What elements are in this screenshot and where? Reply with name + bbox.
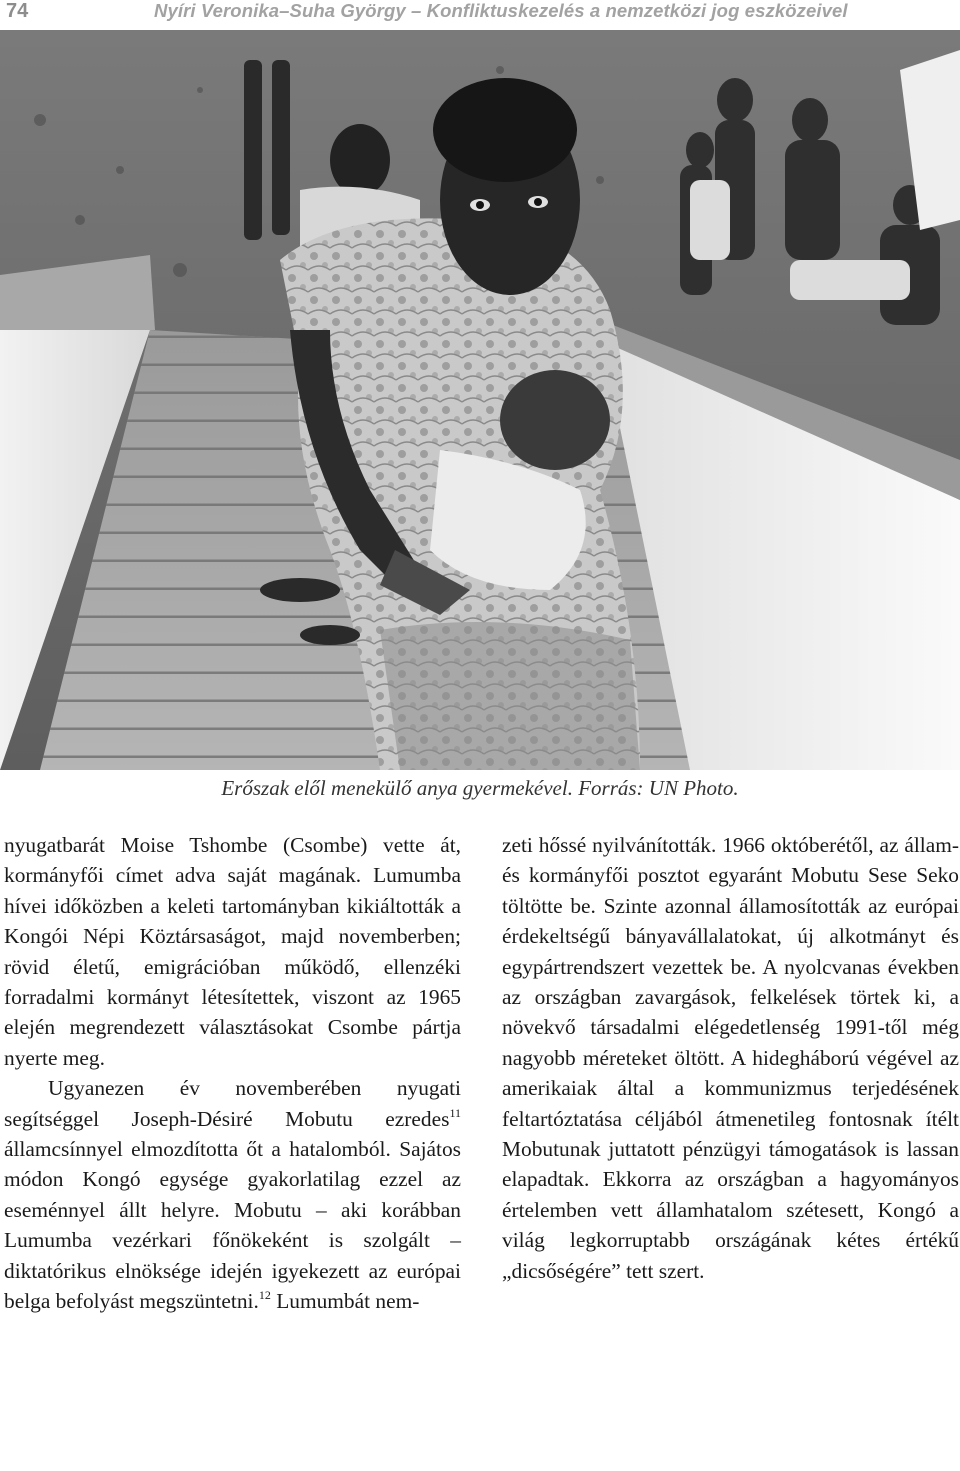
photo-caption: Erőszak elől menekülő anya gyermekével. Forrás: UN Photo. (221, 776, 739, 800)
paragraph-text: Ugyanezen év novemberében nyugati segítséggel Joseph-Désiré Mobutu ezredes (4, 1076, 461, 1131)
footnote-ref: 12 (258, 1288, 271, 1303)
paragraph-text: Lumumbát nem- (270, 1289, 420, 1314)
running-head: Nyíri Veronika–Suha György – Konfliktuskezelés a nemzetközi jog eszközeivel (154, 0, 848, 21)
left-column (4, 830, 461, 1317)
footnote-ref: 11 (449, 1105, 461, 1120)
paragraph (4, 1073, 461, 1316)
paragraph: zeti hőssé nyilvánították. 1966 októberétől, az állam- és kormányfői posztot egyaránt Mobutu Sese Seko töltötte be. Szinte azonnal államosították az európai érdekeltségű bányavállalatokat, új alkotmányt és egypártrendszert vezettek be. A nyolcvanas években az országban zavargások, felkelések törtek ki, a növekvő társadalmi elégedetlenség 1991-től még nagyobb méreteket öltött. A hidegháború végével az amerikaiak által a kommunizmus terjedésének feltartóztatása céljából átmenetileg fontosnak ítélt Mobutunak juttatott pénzügyi támogatások is lassan elapadtak. Ekkorra az országban a hagyományos értelemben vett államhatalom szétesett, Kongó a világ legkorruptabb országának kétes értékű „dicsőségére” tett szert. (502, 833, 959, 1283)
page-number: 74 (6, 0, 29, 22)
paragraph-text: államcsínnyel elmozdította őt a hatalomból. Sajátos módon Kongó egysége gyakorlatilag ezzel az eseménnyel állt helyre. Mobutu – aki korábban Lumumba vezérkari főnökeként is szolgált – diktatórikus elnöksége idején igyekezett az európai belga befolyást megszüntetni. (4, 1137, 461, 1314)
page-header (0, 0, 960, 30)
right-column (502, 830, 959, 1286)
photo-mother-with-child (0, 30, 960, 770)
paragraph: nyugatbarát Moise Tshombe (Csombe) vette át, kormányfői címet adva saját magának. Lumumba hívei időközben a keleti tartományban kikiáltották a Kongói Népi Köztársaságot, majd novemberben; rövid életű, emigrációban működő, ellenzéki forradalmi kormányt létesítettek, viszont az 1965 elején megrendezett választásokat Csombe pártja nyerte meg. (4, 833, 461, 1070)
